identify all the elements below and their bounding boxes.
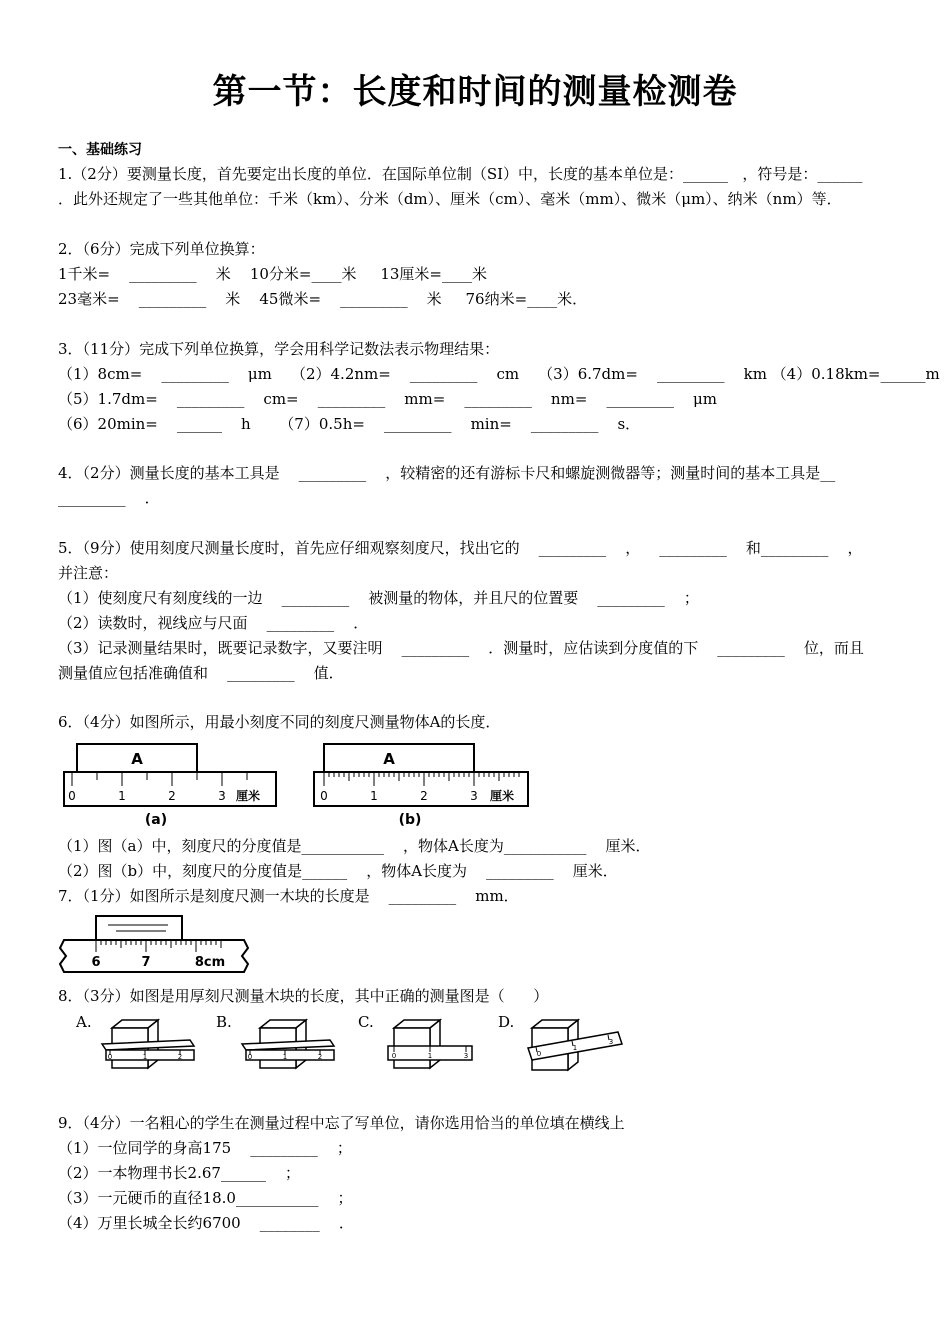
tick-label: 7 xyxy=(141,955,151,970)
q5-line-3: （1）使刻度尺有刻度线的一边 _________ 被测量的物体，并且尺的位置要 _________ ； xyxy=(58,589,699,607)
section-heading: 一、基础练习 xyxy=(58,142,142,158)
q4-line-2: _________ ． xyxy=(58,489,160,507)
caption-b: (b) xyxy=(398,812,422,828)
q5-line-6: 测量值应包括准确值和 _________ 值． xyxy=(58,664,344,682)
tick-label: 3 xyxy=(470,789,478,803)
q7-line-1: 7．（1分）如图所示是刻度尺测一木块的长度是 _________ mm． xyxy=(58,887,519,905)
option-c-figure xyxy=(384,1016,479,1074)
q8-line-1: 8．（3分）如图是用厚刻尺测量木块的长度，其中正确的测量图是（ ） xyxy=(58,987,549,1005)
option-d-label: D. xyxy=(498,1013,515,1031)
tick-label: 2 xyxy=(317,1053,323,1061)
q4-line-1: 4．（2分）测量长度的基本工具是 _________ ，较精密的还有游标卡尺和螺旋测微器等；测量时间的基本工具是__ xyxy=(58,464,836,482)
option-a-label: A. xyxy=(76,1013,92,1031)
tick-label: 2 xyxy=(177,1053,183,1061)
q3-line-4: （6）20min= ______ h （7）0.5h= _________ min= _________ s． xyxy=(58,415,641,433)
q6-line-2: （1）图（a）中，刻度尺的分度值是___________ ，物体A长度为___________ 厘米． xyxy=(58,837,651,855)
block-a xyxy=(324,744,474,772)
figure-7 xyxy=(58,912,253,978)
tick-label: 0 xyxy=(320,789,328,803)
q2-line-1: 2．（6分）完成下列单位换算： xyxy=(58,240,265,258)
q9-line-2: （1）一位同学的身高175 _________ ； xyxy=(58,1139,352,1157)
q6-line-1: 6．（4分）如图所示，用最小刻度不同的刻度尺测量物体A的长度． xyxy=(58,713,501,731)
tick-label: 1 xyxy=(572,1044,578,1052)
q3-line-2: （1）8cm= _________ μm （2）4.2nm= _________ cm （3）6.7dm= _________ km （4）0.18km=______m xyxy=(58,365,940,383)
tick-label: 3 xyxy=(463,1052,469,1060)
tick-label: 1 xyxy=(427,1052,433,1060)
option-b-figure xyxy=(240,1016,340,1074)
q3-line-3: （5）1.7dm= _________ cm= _________ mm= _________ nm= _________ μm xyxy=(58,390,718,408)
tick-label: 2 xyxy=(168,789,176,803)
tick-label: 1 xyxy=(142,1053,148,1061)
figure-6a xyxy=(60,740,280,830)
tick-label: 2 xyxy=(420,789,428,803)
unit-label: 厘米 xyxy=(235,789,261,803)
block-a-label: A xyxy=(131,750,143,768)
tick-label: 1 xyxy=(118,789,126,803)
tick-label: 0 xyxy=(536,1050,542,1058)
option-c-label: C. xyxy=(358,1013,374,1031)
q3-line-1: 3．（11分）完成下列单位换算，学会用科学记数法表示物理结果： xyxy=(58,340,500,358)
tick-label: 0 xyxy=(247,1053,253,1061)
q5-line-1: 5．（9分）使用刻度尺测量长度时，首先应仔细观察刻度尺，找出它的 _________ ， _________ 和_________ ， xyxy=(58,539,863,557)
option-a-figure xyxy=(100,1016,200,1074)
q9-line-1: 9．（4分）一名粗心的学生在测量过程中忘了写单位，请你选用恰当的单位填在横线上 xyxy=(58,1114,625,1132)
tick-label: 0 xyxy=(107,1053,113,1061)
q1-line-2: ．此外还规定了一些其他单位：千米（km）、分米（dm）、厘米（cm）、毫米（mm）、微米（μm）、纳米（nm）等． xyxy=(58,190,842,208)
q9-line-4: （3）一元硬币的直径18.0___________ ； xyxy=(58,1189,353,1207)
unit-label: 厘米 xyxy=(489,789,515,803)
q2-line-3: 23毫米= _________ 米 45微米= _________ 米 76纳米=____米． xyxy=(58,290,588,308)
q1-line-1: 1.（2分）要测量长度，首先要定出长度的单位．在国际单位制（SI）中，长度的基本单位是：______ ，符号是：______ xyxy=(58,165,863,183)
q9-line-5: （4）万里长城全长约6700 ________ ． xyxy=(58,1214,354,1232)
block-a-label: A xyxy=(383,750,395,768)
q5-line-2: 并注意： xyxy=(58,564,119,582)
tick-label: 6 xyxy=(91,955,101,970)
tick-label: 3 xyxy=(218,789,226,803)
tick-label: 3 xyxy=(608,1038,614,1046)
figure-6b xyxy=(310,740,535,830)
option-d-figure xyxy=(524,1014,628,1076)
option-b-label: B. xyxy=(216,1013,232,1031)
q5-line-4: （2）读数时，视线应与尺面 _________ ． xyxy=(58,614,369,632)
tick-label: 1 xyxy=(370,789,378,803)
page-title: 第一节：长度和时间的测量检测卷 xyxy=(212,72,738,112)
tick-label: 1 xyxy=(282,1053,288,1061)
q2-line-2: 1千米= _________ 米 10分米=____米 13厘米=____米 xyxy=(58,265,487,283)
wood-block xyxy=(96,916,182,940)
caption-a: (a) xyxy=(144,812,168,828)
q5-line-5: （3）记录测量结果时，既要记录数字，又要注明 _________ ．测量时，应估读到分度值的下 _________ 位，而且 xyxy=(58,639,864,657)
q6-line-3: （2）图（b）中，刻度尺的分度值是______ ，物体A长度为 _________ 厘米． xyxy=(58,862,618,880)
tick-label: 8cm xyxy=(194,955,226,970)
tick-label: 0 xyxy=(391,1052,397,1060)
q9-line-3: （2）一本物理书长2.67______ ； xyxy=(58,1164,301,1182)
tick-label: 0 xyxy=(68,789,76,803)
